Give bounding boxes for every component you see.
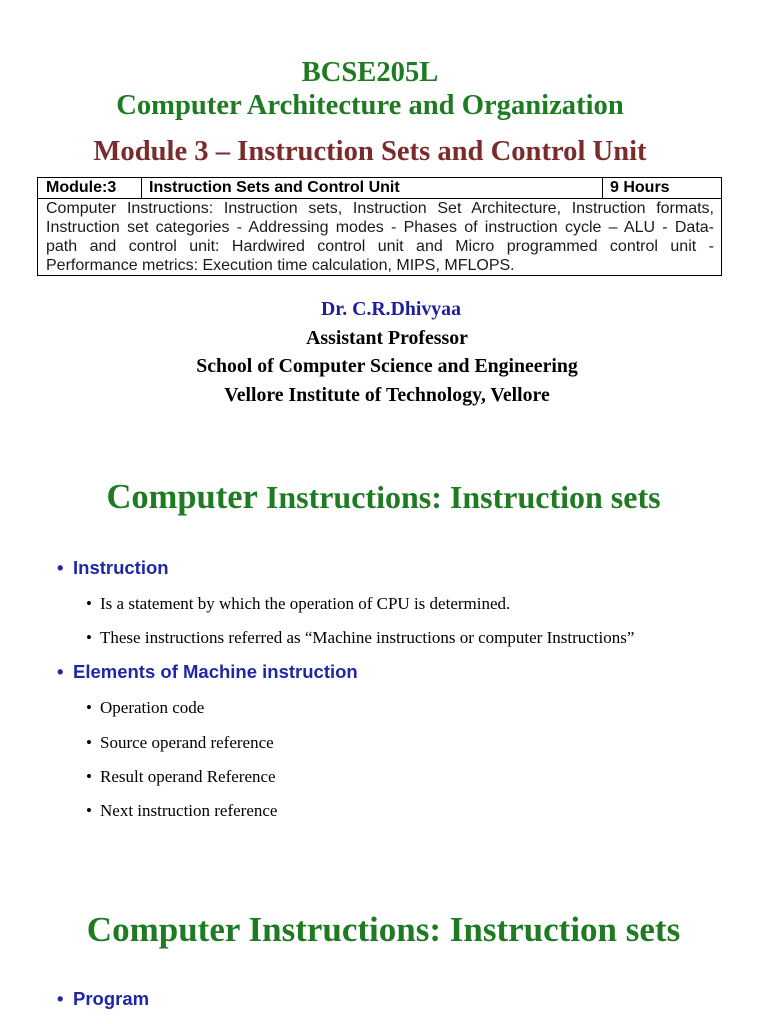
list-item-text: Result operand Reference xyxy=(100,767,276,786)
module-title: Module 3 – Instruction Sets and Control Unit xyxy=(93,136,647,167)
bullet-icon xyxy=(86,800,100,822)
bullet-heading-text: Elements of Machine instruction xyxy=(73,661,358,682)
slide-title xyxy=(20,477,747,517)
bullet-icon xyxy=(86,697,100,719)
list-item-text: Operation code xyxy=(100,698,205,717)
slide-title-rest: Instructions: Instruction sets xyxy=(265,479,661,515)
bullet-icon xyxy=(86,732,100,754)
bullet-heading xyxy=(57,987,149,1011)
bullet-icon xyxy=(57,556,73,580)
syllabus-table-header-row xyxy=(38,178,721,199)
syllabus-content-line: path and control unit: Hardwired control unit and Micro programmed control unit - xyxy=(46,238,714,255)
list-item xyxy=(86,593,510,615)
syllabus-content-line: Computer Instructions: Instruction sets, Instruction Set Architecture, Instruction formats, xyxy=(46,200,714,217)
list-item xyxy=(86,766,276,788)
author-name: Dr. C.R.Dhivyaa xyxy=(321,298,461,320)
list-item-text: Is a statement by which the operation of CPU is determined. xyxy=(100,594,511,613)
list-item-text: These instructions referred as “Machine instructions or computer Instructions” xyxy=(100,628,635,647)
syllabus-topic-cell: Instruction Sets and Control Unit xyxy=(142,178,603,198)
list-item-text: Source operand reference xyxy=(100,733,274,752)
bullet-heading-text: Program xyxy=(73,988,150,1009)
course-title: Computer Architecture and Organization xyxy=(116,90,624,121)
syllabus-module-cell: Module:3 xyxy=(38,178,142,198)
bullet-icon xyxy=(86,627,100,649)
list-item xyxy=(86,800,277,822)
author-block xyxy=(20,295,754,410)
syllabus-content-line: Instruction set categories - Addressing modes - Phases of instruction cycle – ALU - Data- xyxy=(46,219,714,236)
author-designation: Assistant Professor xyxy=(306,326,468,349)
bullet-icon xyxy=(86,593,100,615)
syllabus-content-line: Performance metrics: Execution time calculation, MIPS, MFLOPS. xyxy=(46,257,515,274)
list-item xyxy=(86,732,274,754)
bullet-heading xyxy=(57,660,358,684)
bullet-icon xyxy=(57,660,73,684)
syllabus-table xyxy=(37,177,722,276)
author-school: School of Computer Science and Engineering xyxy=(196,355,578,378)
bullet-icon xyxy=(57,987,73,1011)
slide-title-first-word: Computer xyxy=(106,478,258,516)
list-item xyxy=(86,697,204,719)
list-item-text: Next instruction reference xyxy=(100,801,278,820)
syllabus-table-content xyxy=(38,199,721,275)
bullet-heading-text: Instruction xyxy=(73,557,169,578)
syllabus-hours-cell: 9 Hours xyxy=(610,179,670,196)
course-code: BCSE205L xyxy=(301,57,439,88)
slide-title: Computer Instructions: Instruction sets xyxy=(86,910,681,949)
bullet-heading xyxy=(57,556,169,580)
author-institute: Vellore Institute of Technology, Vellore xyxy=(224,384,550,407)
bullet-icon xyxy=(86,766,100,788)
list-item xyxy=(86,627,634,649)
